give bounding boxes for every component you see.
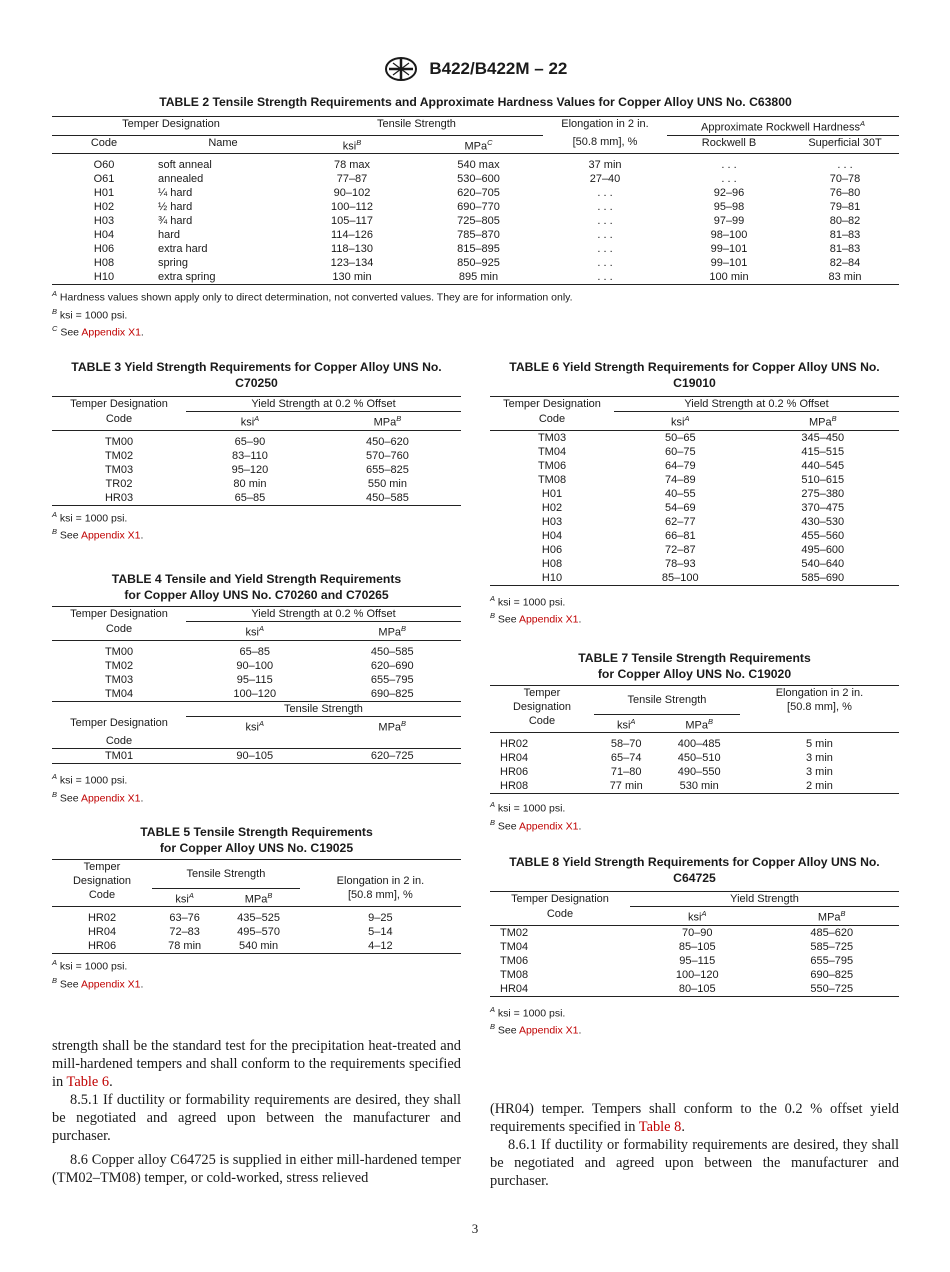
table-cell: HR04 (490, 982, 630, 997)
table-cell: TM02 (500, 926, 529, 939)
table-cell: 495–570 (237, 926, 280, 939)
table-cell: 495–600 (801, 543, 845, 556)
table-row (490, 571, 899, 586)
table-cell: 105–117 (330, 215, 373, 228)
table-cell: 345–450 (801, 431, 845, 444)
table-cell: TM02 (104, 659, 134, 672)
standard-designation: B422/B422M – 22 (429, 59, 568, 78)
table-row (52, 214, 899, 228)
table-cell: 95–115 (679, 954, 716, 967)
table-cell: 850–925 (457, 257, 500, 270)
table-cell: 655–795 (370, 673, 414, 686)
table-cell: TM04 (537, 445, 567, 458)
table-cell: 510–615 (801, 473, 845, 486)
table-cell: H08 (541, 557, 563, 570)
table-cell: H03 (93, 215, 115, 228)
table-row (490, 445, 899, 459)
table-cell: TM04 (500, 940, 529, 953)
table-cell: 78–93 (664, 557, 696, 570)
table-row (490, 557, 899, 571)
table-cell: HR06 (52, 939, 152, 954)
table-cell: O60 (93, 159, 115, 172)
table-8-link[interactable]: Table 8 (638, 1119, 682, 1135)
table-cell: H04 (93, 229, 115, 242)
table-row (52, 242, 899, 256)
table-row (490, 501, 899, 515)
table-row (52, 491, 461, 506)
table-cell: 690–825 (370, 687, 414, 700)
table-cell: H10 (490, 571, 614, 586)
table-4: TABLE 4 Tensile and Yield Strength Requirements for Copper Alloy UNS No. C70260 and C70265 Temper Designation Yield Strength at 0.2 % Offset Code ksi$^A$ MPa$^B$ TM00 65–85 450–585 TM02 90–100 620–690 TM03 95–115 655–795 TM04 100–120 690–825 Tensile Strength Temper Designation ksi$^A$ MPa$^B$ Code TM01 90–105 620–725 $^A$ ksi = 1000 psi. $^B$ See Appendix X1. (52, 571, 461, 805)
table-cell: 570–760 (366, 449, 409, 462)
table-cell: TM03 (104, 673, 134, 686)
table-cell: 655–825 (366, 463, 409, 476)
table-cell: . . . (597, 201, 613, 214)
table-row (52, 659, 461, 673)
table-3: TABLE 3 Yield Strength Requirements for Copper Alloy UNS No. C70250 Temper Designation Yield Strength at 0.2 % Offset Code ksi$^A$ MPa$^B$ TM00 65–90 450–620 TM02 83–110 570–760 TM03 95–120 655–825 TR02 80 min 550 min HR03 65–85 450–585 $^A$ ksi = 1000 psi. $^B$ See Appendix X1. (52, 359, 461, 543)
table-cell: TM02 (104, 449, 134, 462)
table-8: TABLE 8 Yield Strength Requirements for Copper Alloy UNS No. C64725 Temper Designation Yield Strength Code ksi$^A$ MPa$^B$ TM02 70–90 485–620 TM04 85–105 585–725 TM06 95–115 655–795 TM08 100–120 690–825 HR04 80–105 550–725 $^A$ ksi = 1000 psi. $^B$ See Appendix X1. (490, 854, 899, 1038)
table-5-caption: TABLE 5 Tensile Strength Requirements for Copper Alloy UNS No. C19025 (140, 825, 373, 855)
table-cell: H10 (52, 270, 156, 285)
table-cell: HR02 (500, 738, 529, 751)
table-cell: . . . (543, 270, 667, 285)
table-row (490, 737, 899, 751)
table-row (490, 940, 899, 954)
table-cell: 92–96 (713, 187, 745, 200)
table-cell: 62–77 (664, 515, 696, 528)
table-cell: 78 min (152, 939, 217, 954)
table-cell: 550 min (367, 477, 407, 490)
table-cell: 70–90 (681, 926, 713, 939)
table-cell: 620–705 (457, 187, 500, 200)
table-7: TABLE 7 Tensile Strength Requirements for Copper Alloy UNS No. C19020 Temper Tensile Strength Elongation in 2 in. Designation Code ksi$^A$ MPa$^B$ [50.8 mm], % HR02 58–70 400–485 5 min HR04 65–74 450–510 3 min HR06 71–80 490–550 3 min HR08 77 min 530 min 2 min $^A$ ksi = 1000 psi. $^B$ See Appendix X1. (490, 650, 899, 833)
table-cell: . . . (597, 229, 613, 242)
table-cell: O61 (93, 173, 115, 186)
table-row (52, 477, 461, 491)
table-cell: TM08 (537, 473, 567, 486)
table-cell: 485–620 (810, 926, 854, 939)
paragraph-8-5-1: 8.5.1 If ductility or formability requirements are desired, they shall be negotiated and agreed upon between the manufacturer and purchaser. (52, 1092, 461, 1144)
table-cell: 72–83 (169, 926, 200, 939)
table-row (52, 925, 461, 939)
table-cell: 65–85 (186, 491, 314, 506)
table-cell: ¼ hard (158, 187, 193, 200)
table-cell: 430–530 (801, 515, 845, 528)
table-cell: 815–895 (457, 243, 500, 256)
table-cell: 58–70 (610, 738, 642, 751)
table-cell: 3 min (805, 752, 833, 765)
table-row (490, 543, 899, 557)
table-cell: 74–89 (664, 473, 696, 486)
table-cell: 40–55 (664, 487, 696, 500)
table-cell: H02 (93, 201, 115, 214)
table-4-footnotes: $^A$ ksi = 1000 psi. $^B$ See Appendix X1. (52, 772, 144, 805)
table-cell: 95–98 (713, 201, 745, 214)
table-cell: extra spring (156, 270, 290, 285)
table-4-body-2 (52, 749, 461, 764)
table-cell: 895 min (414, 270, 543, 285)
table-cell: 4–12 (300, 939, 461, 954)
table-row (490, 430, 899, 445)
table-cell: spring (158, 257, 188, 270)
table-cell: 725–805 (457, 215, 500, 228)
table-cell: 2 min (740, 779, 899, 794)
appendix-x1-link[interactable]: Appendix X1 (80, 792, 141, 805)
table-cell: 5–14 (368, 926, 393, 939)
table-cell: HR04 (500, 752, 529, 765)
table-cell: 655–795 (810, 954, 854, 967)
table-row (490, 487, 899, 501)
table-cell: H06 (93, 243, 115, 256)
table-cell: TM06 (537, 459, 567, 472)
table-cell: 490–550 (677, 766, 721, 779)
table-row (52, 228, 899, 242)
table-cell: HR02 (87, 912, 117, 925)
table-8-footnotes: $^A$ ksi = 1000 psi. $^B$ See Appendix X1. (490, 1004, 582, 1037)
table-cell: 97–99 (713, 215, 745, 228)
table-cell: 3 min (805, 766, 833, 779)
table-row (52, 645, 461, 659)
table-cell: 100–120 (233, 687, 277, 700)
table-cell: HR06 (500, 766, 529, 779)
table-cell: 50–65 (664, 431, 696, 444)
table-cell: 99–101 (710, 257, 748, 270)
table-cell: 65–85 (239, 645, 271, 658)
table-row (52, 158, 899, 172)
table-row (490, 751, 899, 765)
document-header (0, 56, 950, 82)
table-cell: 77–87 (336, 173, 368, 186)
paragraph-8-6: 8.6 Copper alloy C64725 is supplied in either mill-hardened temper (TM02–TM08) temper, or cold-worked, stress relieved (52, 1152, 461, 1186)
table-cell: ½ hard (158, 201, 193, 214)
table-3-caption: TABLE 3 Yield Strength Requirements for Copper Alloy UNS No. C70250 (71, 360, 442, 390)
table-cell: 90–102 (333, 187, 371, 200)
table-row (52, 939, 461, 954)
table-cell: ¾ hard (158, 215, 193, 228)
table-cell: 80–82 (829, 215, 861, 228)
table-cell: 540–640 (801, 557, 845, 570)
table-cell: 435–525 (237, 912, 280, 925)
table-cell: . . . (597, 187, 613, 200)
table-row (52, 270, 899, 285)
table-cell: 450–585 (370, 645, 414, 658)
appendix-x1-link[interactable]: Appendix X1 (518, 820, 579, 833)
table-cell: 9–25 (368, 912, 393, 925)
table-cell: 95–120 (231, 463, 269, 476)
table-3-footnotes: $^A$ ksi = 1000 psi. $^B$ See Appendix X1. (52, 509, 144, 542)
paragraph-8-5-cont: strength shall be the standard test for the precipitation heat-treated and mill-hardened tempers and shall conform to the requirements specified in Table 6. (52, 1038, 461, 1090)
table-7-caption: TABLE 7 Tensile Strength Requirements for Copper Alloy UNS No. C19020 (578, 651, 811, 681)
table-cell: . . . (721, 173, 737, 186)
table-cell: 114–126 (330, 229, 373, 242)
table-cell: 690–770 (457, 201, 500, 214)
page-number: 3 (471, 1221, 479, 1236)
body-text-left (52, 1037, 461, 1187)
table-cell: TM03 (104, 463, 134, 476)
table-row (490, 982, 899, 997)
table-6: TABLE 6 Yield Strength Requirements for Copper Alloy UNS No. C19010 Temper Designation Yield Strength at 0.2 % Offset Code ksi$^A$ MPa$^B$ TM03 50–65 345–450 TM04 60–75 415–515 TM06 64–79 440–545 TM08 74–89 510–615 H01 40–55 275–380 H02 54–69 370–475 H03 62–77 430–530 H04 66–81 455–560 H06 72–87 495–600 H08 78–93 540–640 H10 85–100 585–690 $^A$ ksi = 1000 psi. $^B$ See Appendix X1. (490, 359, 899, 627)
table-cell: 550–725 (765, 982, 900, 997)
table-row (52, 172, 899, 186)
table-row (52, 687, 461, 702)
table-6-link[interactable]: Table 6 (66, 1074, 110, 1090)
appendix-x1-link[interactable]: Appendix X1 (80, 978, 141, 991)
table-cell: 123–134 (330, 257, 374, 270)
table-row (490, 765, 899, 779)
table-6-caption: TABLE 6 Yield Strength Requirements for Copper Alloy UNS No. C19010 (509, 360, 880, 390)
table-cell: 540 min (217, 939, 300, 954)
table-4-caption: TABLE 4 Tensile and Yield Strength Requirements for Copper Alloy UNS No. C70260 and C70265 (111, 572, 402, 602)
table-cell: 85–100 (614, 571, 747, 586)
table-cell: 80–105 (630, 982, 765, 997)
table-cell: H01 (541, 487, 563, 500)
table-row (490, 473, 899, 487)
table-7-body (490, 737, 899, 794)
table-row (52, 911, 461, 925)
table-5-body (52, 911, 461, 954)
table-cell: 585–725 (810, 940, 854, 953)
table-row (52, 435, 461, 449)
table-cell: soft anneal (158, 159, 212, 172)
table-cell: . . . (597, 243, 613, 256)
table-cell: 63–76 (169, 912, 200, 925)
table-cell: 81–83 (829, 243, 861, 256)
table-cell: 785–870 (457, 229, 500, 242)
table-cell: 450–585 (314, 491, 461, 506)
table-cell: 76–80 (829, 187, 861, 200)
table-cell: TM04 (104, 687, 134, 700)
table-2-footnotes: $^A$ Hardness values shown apply only to direct determination, not converted values. They are for information only. $^B$ ksi = 1000 psi. $^C$ See Appendix X1. (52, 289, 573, 339)
table-row (52, 186, 899, 200)
table-cell: 620–690 (370, 659, 414, 672)
table-cell: 370–475 (801, 501, 845, 514)
table-cell: H01 (93, 187, 115, 200)
table-cell: annealed (158, 173, 204, 186)
table-cell: 540 max (457, 159, 500, 172)
table-cell: HR03 (52, 491, 186, 506)
appendix-x1-link[interactable]: Appendix X1 (81, 326, 141, 339)
table-row (52, 463, 461, 477)
table-cell: 77 min (594, 779, 658, 794)
table-cell: 85–105 (678, 940, 716, 953)
table-cell: 130 min (290, 270, 414, 285)
table-cell: TR02 (105, 477, 133, 490)
table-2-body (52, 158, 899, 285)
table-cell: 400–485 (677, 738, 721, 751)
table-cell: 530 min (658, 779, 739, 794)
table-cell: 79–81 (829, 201, 861, 214)
table-cell: 100 min (667, 270, 791, 285)
table-cell: 530–600 (457, 173, 500, 186)
table-row (490, 779, 899, 794)
table-cell: 65–74 (610, 752, 642, 765)
table-cell: H02 (541, 501, 563, 514)
table-cell: TM06 (500, 954, 529, 967)
table-cell: H06 (541, 543, 563, 556)
table-cell: 65–90 (234, 435, 266, 448)
table-8-caption: TABLE 8 Yield Strength Requirements for Copper Alloy UNS No. C64725 (509, 855, 880, 885)
table-cell: 90–105 (186, 749, 324, 764)
table-cell: 118–130 (330, 243, 373, 256)
table-cell: 82–84 (829, 257, 861, 270)
table-5: TABLE 5 Tensile Strength Requirements for Copper Alloy UNS No. C19025 Temper Tensile Strength Elongation in 2 in. Designation Code ksi$^A$ MPa$^B$ [50.8 mm], % HR02 63–76 435–525 9–25 HR04 72–83 495–570 5–14 HR06 78 min 540 min 4–12 $^A$ ksi = 1000 psi. $^B$ See Appendix X1. (52, 824, 461, 991)
table-cell: 78 max (333, 159, 371, 172)
table-row (52, 256, 899, 270)
table-3-body (52, 435, 461, 506)
table-cell: 27–40 (589, 173, 621, 186)
table-cell: 83–110 (231, 449, 268, 462)
table-cell: TM00 (104, 645, 134, 658)
table-cell: 70–78 (829, 173, 861, 186)
table-cell: 450–510 (677, 752, 721, 765)
table-cell: 275–380 (801, 487, 845, 500)
table-cell: 99–101 (710, 243, 748, 256)
table-cell: HR08 (490, 779, 594, 794)
table-row (490, 925, 899, 940)
table-8-body (490, 925, 899, 996)
table-cell: H08 (93, 257, 115, 270)
table-row (52, 749, 461, 764)
table-cell: 690–825 (810, 968, 854, 981)
body-text-right (490, 1100, 899, 1190)
table-row (52, 449, 461, 463)
table-cell: 83 min (791, 270, 899, 285)
table-cell: H04 (541, 529, 563, 542)
table-cell: 415–515 (801, 445, 845, 458)
table-cell: 72–87 (664, 543, 696, 556)
table-cell: 440–545 (801, 459, 845, 472)
table-cell: 100–112 (330, 201, 373, 214)
table-cell: H03 (541, 515, 563, 528)
table-cell: 95–115 (236, 673, 273, 686)
table-4-body (52, 645, 461, 702)
table-cell: hard (158, 229, 181, 242)
appendix-x1-link[interactable]: Appendix X1 (518, 613, 579, 626)
table-row (490, 529, 899, 543)
table-cell: extra hard (158, 243, 208, 256)
table-cell: 585–690 (747, 571, 899, 586)
table-cell: 100–120 (675, 968, 719, 981)
paragraph-8-6-1: 8.6.1 If ductility or formability requirements are desired, they shall be negotiated and agreed upon between the manufacturer and purchaser. (490, 1137, 899, 1189)
table-cell: . . . (837, 159, 853, 172)
table-cell: 620–725 (324, 749, 462, 764)
table-row (490, 459, 899, 473)
table-row (52, 200, 899, 214)
table-cell: 450–620 (366, 435, 409, 448)
appendix-x1-link[interactable]: Appendix X1 (518, 1024, 579, 1037)
table-6-footnotes: $^A$ ksi = 1000 psi. $^B$ See Appendix X1. (490, 593, 582, 626)
table-6-body (490, 430, 899, 585)
table-cell: 54–69 (664, 501, 696, 514)
table-cell: 5 min (805, 738, 833, 751)
astm-logo-icon (383, 56, 419, 82)
table-cell: TM03 (537, 431, 567, 444)
table-cell: . . . (721, 159, 737, 172)
table-2-caption: TABLE 2 Tensile Strength Requirements and Approximate Hardness Values for Copper Alloy UNS No. C63800 (159, 95, 792, 109)
table-cell: 81–83 (829, 229, 861, 242)
table-cell: 37 min (588, 159, 622, 172)
table-7-footnotes: $^A$ ksi = 1000 psi. $^B$ See Appendix X1. (490, 800, 582, 833)
table-cell: 98–100 (710, 229, 748, 242)
appendix-x1-link[interactable]: Appendix X1 (80, 529, 141, 542)
table-cell: 64–79 (664, 459, 696, 472)
table-row (490, 515, 899, 529)
table-cell: TM00 (104, 435, 134, 448)
table-cell: TM08 (500, 968, 529, 981)
table-cell: 455–560 (801, 529, 845, 542)
table-cell: 90–100 (236, 659, 274, 672)
table-cell: 80 min (233, 477, 267, 490)
table-cell: 66–81 (664, 529, 696, 542)
table-cell: 60–75 (664, 445, 696, 458)
table-2: TABLE 2 Tensile Strength Requirements and Approximate Hardness Values for Copper Alloy UNS No. C63800 Temper Designation Tensile Strength Elongation in 2 in. Approximate Rockwell Hardness$^A$ Code Name ksi$^B$ MPa$^C$ [50.8 mm], % Rockwell B Superficial 30T O60 soft anneal 78 max 540 max 37 min . . . . . . O61 annealed 77–87 530–600 27–40 . . . 70–78 H01 ¼ hard 90–102 620–705 . . . 92–96 76–80 H02 ½ hard 100–112 690–770 . . . 95–98 79–81 H03 ¾ hard 105–117 725–805 . . . 97–99 80–82 H04 hard 114–126 785–870 . . . 98–100 81–83 H06 extra hard 118–130 815–895 . . . 99–101 81–83 H08 spring 123–134 850–925 . . . 99–101 82–84 H10 extra spring 130 min 895 min . . . 100 min 83 min $^A$ Hardness values shown apply only to direct determination, not converted values. They are for information only. $^B$ ksi = 1000 psi. $^C$ See Appendix X1. (52, 94, 899, 340)
table-cell: TM01 (52, 749, 186, 764)
table-cell: . . . (597, 215, 613, 228)
table-5-footnotes: $^A$ ksi = 1000 psi. $^B$ See Appendix X1. (52, 958, 144, 991)
table-row (52, 673, 461, 687)
table-cell: HR04 (87, 926, 117, 939)
table-row (490, 954, 899, 968)
paragraph-8-6-cont: (HR04) temper. Tempers shall conform to the 0.2 % offset yield requirements specified in Table 8. (490, 1101, 899, 1135)
table-cell: . . . (597, 257, 613, 270)
table-cell: 71–80 (610, 766, 642, 779)
table-row (490, 968, 899, 982)
